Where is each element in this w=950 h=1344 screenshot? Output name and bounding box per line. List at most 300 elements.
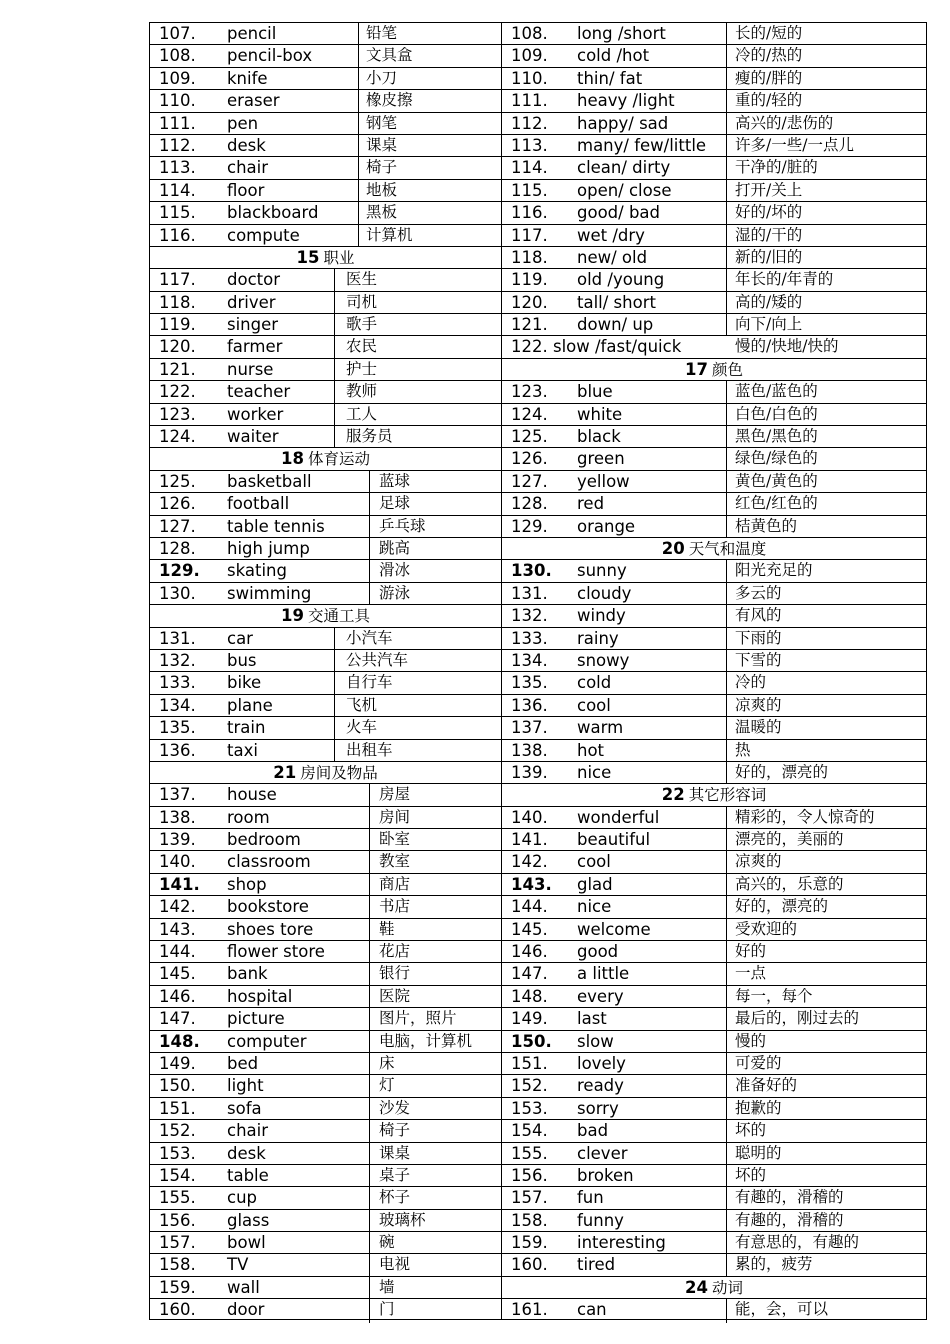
cell-border xyxy=(726,829,727,851)
section-header xyxy=(502,359,926,381)
chinese-meaning: 电视 xyxy=(379,1255,411,1274)
cell-border xyxy=(726,1143,727,1165)
section-number: 20 xyxy=(661,538,685,558)
chinese-meaning: 下雨的 xyxy=(735,628,782,647)
vocab-row xyxy=(150,1254,501,1276)
cell-border xyxy=(369,807,370,829)
chinese-meaning: 橡皮擦 xyxy=(366,91,413,110)
vocab-entry: 122. slow /fast/quick xyxy=(511,337,682,357)
entry-number: 134. xyxy=(511,650,548,670)
entry-number: 157. xyxy=(159,1233,196,1253)
cell-border xyxy=(726,448,727,470)
vocab-row xyxy=(502,1299,926,1321)
chinese-meaning: 年长的/年青的 xyxy=(735,270,834,289)
vocab-row xyxy=(150,560,501,582)
chinese-meaning: 最后的，刚过去的 xyxy=(735,1009,860,1028)
entry-number: 158. xyxy=(511,1210,548,1230)
chinese-meaning: 蓝色/蓝色的 xyxy=(735,382,818,401)
entry-number: 124. xyxy=(511,404,548,424)
entry-number: 151. xyxy=(511,1053,548,1073)
vocab-row xyxy=(150,919,501,941)
entry-number: 119. xyxy=(159,315,196,335)
vocab-row xyxy=(502,1232,926,1254)
vocab-row xyxy=(150,874,501,896)
entry-number: 132. xyxy=(511,606,548,626)
english-word: new/ old xyxy=(577,247,648,267)
chinese-meaning: 教室 xyxy=(379,852,411,871)
cell-border xyxy=(726,1187,727,1209)
english-word: waiter xyxy=(227,427,279,447)
entry-number: 136. xyxy=(511,695,548,715)
english-word: picture xyxy=(227,1009,285,1029)
cell-border xyxy=(334,336,335,358)
english-word: flower store xyxy=(227,942,325,962)
vocab-row xyxy=(150,202,501,224)
english-word: old /young xyxy=(577,270,665,290)
english-word: broken xyxy=(577,1165,634,1185)
english-word: wet /dry xyxy=(577,225,645,245)
cell-border xyxy=(334,650,335,672)
chinese-meaning: 鞋 xyxy=(379,919,395,938)
entry-number: 136. xyxy=(159,740,196,760)
english-word: cup xyxy=(227,1188,258,1208)
english-word: heavy /light xyxy=(577,91,675,111)
chinese-meaning: 出租车 xyxy=(346,740,393,759)
english-word: shoes tore xyxy=(227,919,314,939)
entry-number: 157. xyxy=(511,1188,548,1208)
english-word: bus xyxy=(227,650,257,670)
vocab-row xyxy=(502,23,926,45)
entry-number: 142. xyxy=(511,852,548,872)
english-word: swimming xyxy=(227,583,312,603)
entry-number: 148. xyxy=(159,1031,200,1051)
english-word: desk xyxy=(227,1143,266,1163)
cell-border xyxy=(726,135,727,157)
chinese-meaning: 好的/坏的 xyxy=(735,203,803,222)
chinese-meaning: 有意思的，有趣的 xyxy=(735,1233,860,1252)
vocab-row xyxy=(502,1210,926,1232)
cell-border xyxy=(369,963,370,985)
chinese-meaning: 房屋 xyxy=(379,785,411,804)
chinese-meaning: 重的/轻的 xyxy=(735,91,803,110)
vocab-row xyxy=(502,695,926,717)
section-header xyxy=(150,448,501,470)
chinese-meaning: 地板 xyxy=(366,180,398,199)
entry-number: 156. xyxy=(511,1165,548,1185)
entry-number: 156. xyxy=(159,1210,196,1230)
english-word: warm xyxy=(577,718,624,738)
english-word: thin/ fat xyxy=(577,68,643,88)
chinese-meaning: 银行 xyxy=(379,964,411,983)
section-header xyxy=(502,784,926,806)
entry-number: 132. xyxy=(159,650,196,670)
entry-number: 139. xyxy=(511,762,548,782)
english-word: basketball xyxy=(227,471,312,491)
entry-number: 123. xyxy=(511,382,548,402)
cell-border xyxy=(334,426,335,448)
cell-border xyxy=(369,1277,370,1299)
vocab-row xyxy=(502,1098,926,1120)
vocab-row xyxy=(150,986,501,1008)
vocab-row xyxy=(502,1254,926,1276)
vocab-row xyxy=(150,292,501,314)
entry-number: 140. xyxy=(511,807,548,827)
chinese-meaning: 火车 xyxy=(346,718,378,737)
section-title: 天气和温度 xyxy=(688,539,767,558)
english-word: glass xyxy=(227,1210,270,1230)
cell-border xyxy=(726,426,727,448)
entry-number: 116. xyxy=(159,225,196,245)
cell-border xyxy=(334,695,335,717)
entry-number: 130. xyxy=(511,561,552,581)
chinese-meaning: 漂亮的，美丽的 xyxy=(735,830,844,849)
english-word: light xyxy=(227,1076,264,1096)
entry-number: 109. xyxy=(511,46,548,66)
cell-border xyxy=(726,560,727,582)
english-word: bookstore xyxy=(227,897,309,917)
vocab-row xyxy=(502,560,926,582)
english-word: tall/ short xyxy=(577,292,656,312)
entry-number: 123. xyxy=(159,404,196,424)
cell-border xyxy=(334,404,335,426)
vocab-row xyxy=(150,650,501,672)
chinese-meaning: 电脑，计算机 xyxy=(379,1031,473,1050)
entry-number: 112. xyxy=(159,135,196,155)
english-word: farmer xyxy=(227,337,283,357)
vocab-row xyxy=(502,896,926,918)
cell-border xyxy=(358,225,359,247)
vocab-row xyxy=(502,1120,926,1142)
cell-border xyxy=(358,135,359,157)
section-title: 职业 xyxy=(323,248,355,267)
chinese-meaning: 农民 xyxy=(346,337,378,356)
cell-border xyxy=(726,314,727,336)
chinese-meaning: 文具盒 xyxy=(366,46,413,65)
cell-border xyxy=(726,1098,727,1120)
section-number: 18 xyxy=(281,449,304,469)
entry-number: 161. xyxy=(511,1300,548,1320)
section-number: 22 xyxy=(661,785,685,805)
chinese-meaning: 飞机 xyxy=(346,695,378,714)
vocab-row xyxy=(502,605,926,627)
chinese-meaning: 玻璃杯 xyxy=(379,1210,426,1229)
chinese-meaning: 冷的 xyxy=(735,673,767,692)
chinese-meaning: 花店 xyxy=(379,942,411,961)
english-word: windy xyxy=(577,606,626,626)
english-word: black xyxy=(577,427,621,447)
section-header xyxy=(502,1277,926,1299)
cell-border xyxy=(369,1053,370,1075)
vocab-row xyxy=(150,941,501,963)
vocab-row xyxy=(502,202,926,224)
section-title: 房间及物品 xyxy=(300,763,378,782)
vocab-row xyxy=(502,717,926,739)
cell-border xyxy=(358,113,359,135)
cell-border xyxy=(726,1165,727,1187)
vocab-row xyxy=(502,986,926,1008)
vocab-row xyxy=(150,516,501,538)
entry-number: 117. xyxy=(159,270,196,290)
entry-number: 118. xyxy=(159,292,196,312)
chinese-meaning: 白色/白色的 xyxy=(735,404,818,423)
english-word: table xyxy=(227,1165,269,1185)
section-header xyxy=(150,605,501,627)
cell-border xyxy=(726,807,727,829)
entry-number: 124. xyxy=(159,427,196,447)
english-word: compute xyxy=(227,225,300,245)
entry-number: 121. xyxy=(511,315,548,335)
cell-border xyxy=(726,381,727,403)
chinese-meaning: 累的，疲劳 xyxy=(735,1255,813,1274)
entry-number: 148. xyxy=(511,986,548,1006)
english-word: can xyxy=(577,1300,607,1320)
english-word: glad xyxy=(577,874,613,894)
cell-border xyxy=(726,1254,727,1276)
english-word: down/ up xyxy=(577,315,654,335)
vocab-row xyxy=(150,672,501,694)
chinese-meaning: 杯子 xyxy=(379,1188,411,1207)
entry-number: 112. xyxy=(511,113,548,133)
chinese-meaning: 湿的/干的 xyxy=(735,225,803,244)
entry-number: 135. xyxy=(511,673,548,693)
entry-number: 134. xyxy=(159,695,196,715)
cell-border xyxy=(358,202,359,224)
cell-border xyxy=(369,538,370,560)
vocab-row xyxy=(502,851,926,873)
english-word: cool xyxy=(577,852,611,872)
vocab-row xyxy=(502,1143,926,1165)
vocab-row xyxy=(150,426,501,448)
vocab-row xyxy=(150,851,501,873)
english-word: high jump xyxy=(227,538,310,558)
chinese-meaning: 碗 xyxy=(379,1233,395,1252)
chinese-meaning: 自行车 xyxy=(346,673,393,692)
section-title: 体育运动 xyxy=(307,450,370,469)
chinese-meaning: 图片，照片 xyxy=(379,1009,457,1028)
entry-number: 153. xyxy=(159,1143,196,1163)
vocab-row xyxy=(150,1299,501,1321)
chinese-meaning: 一点 xyxy=(735,964,767,983)
english-word: nurse xyxy=(227,359,274,379)
chinese-meaning: 游泳 xyxy=(379,583,411,602)
cell-border xyxy=(726,180,727,202)
english-word: clever xyxy=(577,1143,628,1163)
vocab-row xyxy=(150,1187,501,1209)
english-word: slow xyxy=(577,1031,614,1051)
cell-border xyxy=(726,583,727,605)
chinese-meaning: 每一，每个 xyxy=(735,986,813,1005)
english-word: bike xyxy=(227,673,262,693)
cell-border xyxy=(726,628,727,650)
entry-number: 115. xyxy=(511,180,548,200)
entry-number: 107. xyxy=(159,24,196,43)
english-word: pencil-box xyxy=(227,46,313,66)
entry-number: 147. xyxy=(511,964,548,984)
chinese-meaning: 慢的/快地/快的 xyxy=(735,337,839,356)
entry-number: 151. xyxy=(159,1098,196,1118)
cell-border xyxy=(369,583,370,605)
chinese-meaning: 司机 xyxy=(346,292,378,311)
entry-number: 121. xyxy=(159,359,196,379)
chinese-meaning: 卧室 xyxy=(379,830,411,849)
chinese-meaning: 长的/短的 xyxy=(735,24,803,42)
english-word: door xyxy=(227,1300,265,1320)
english-word: classroom xyxy=(227,852,311,872)
chinese-meaning: 椅子 xyxy=(366,158,398,177)
vocab-row xyxy=(150,538,501,560)
vocab-row xyxy=(150,1053,501,1075)
vocab-row xyxy=(150,829,501,851)
english-word: bowl xyxy=(227,1233,266,1253)
chinese-meaning: 服务员 xyxy=(346,427,393,446)
left-column xyxy=(150,23,501,1322)
cell-border xyxy=(726,1232,727,1254)
chinese-meaning: 多云的 xyxy=(735,583,782,602)
chinese-meaning: 课桌 xyxy=(366,135,398,154)
cell-border xyxy=(726,404,727,426)
cell-border xyxy=(369,986,370,1008)
entry-number: 150. xyxy=(159,1076,196,1096)
entry-number: 120. xyxy=(159,337,196,357)
chinese-meaning: 高兴的，乐意的 xyxy=(735,874,844,893)
cell-border xyxy=(726,493,727,515)
chinese-meaning: 高兴的/悲伤的 xyxy=(735,113,834,132)
english-word: nice xyxy=(577,762,612,782)
cell-border xyxy=(358,45,359,67)
vocab-row xyxy=(502,583,926,605)
vocab-row xyxy=(502,493,926,515)
chinese-meaning: 高的/矮的 xyxy=(735,292,803,311)
english-word: nice xyxy=(577,897,612,917)
cell-border xyxy=(334,381,335,403)
chinese-meaning: 精彩的，令人惊奇的 xyxy=(735,807,875,826)
vocab-row xyxy=(502,919,926,941)
entry-number: 135. xyxy=(159,718,196,738)
cell-border xyxy=(726,1210,727,1232)
chinese-meaning: 凉爽的 xyxy=(735,852,782,871)
entry-number: 144. xyxy=(511,897,548,917)
vocab-row xyxy=(502,247,926,269)
cell-border xyxy=(369,1143,370,1165)
vocab-row xyxy=(502,628,926,650)
chinese-meaning: 坏的 xyxy=(735,1121,767,1140)
entry-number: 125. xyxy=(159,471,196,491)
chinese-meaning: 聪明的 xyxy=(735,1143,782,1162)
section-number: 15 xyxy=(296,247,320,267)
english-word: red xyxy=(577,494,605,514)
cell-border xyxy=(369,516,370,538)
chinese-meaning: 有风的 xyxy=(735,606,782,625)
english-word: beautiful xyxy=(577,830,651,850)
cell-border xyxy=(369,471,370,493)
vocab-row xyxy=(502,471,926,493)
english-word: floor xyxy=(227,180,265,200)
entry-number: 155. xyxy=(511,1143,548,1163)
chinese-meaning: 黑板 xyxy=(366,203,398,222)
english-word: plane xyxy=(227,695,273,715)
english-word: tired xyxy=(577,1255,616,1275)
vocab-row xyxy=(502,1008,926,1030)
vocab-row xyxy=(150,1277,501,1299)
english-word: last xyxy=(577,1009,607,1029)
chinese-meaning: 公共汽车 xyxy=(346,650,409,669)
vocab-row xyxy=(502,1187,926,1209)
english-word: house xyxy=(227,785,277,805)
english-word: bank xyxy=(227,964,268,984)
english-word: welcome xyxy=(577,919,651,939)
entry-number: 160. xyxy=(159,1300,196,1320)
english-word: wall xyxy=(227,1277,260,1297)
entry-number: 114. xyxy=(511,158,548,178)
chinese-meaning: 小刀 xyxy=(366,68,398,87)
vocab-row xyxy=(502,762,926,784)
cell-border xyxy=(358,90,359,112)
vocab-row xyxy=(502,1053,926,1075)
cell-border xyxy=(334,717,335,739)
vocab-row xyxy=(502,963,926,985)
entry-number: 141. xyxy=(159,874,200,894)
english-word: desk xyxy=(227,135,266,155)
vocab-row xyxy=(502,516,926,538)
chinese-meaning: 桔黄色的 xyxy=(735,516,798,535)
chinese-meaning: 护士 xyxy=(346,359,378,378)
section-title: 其它形容词 xyxy=(688,786,767,805)
entry-number: 110. xyxy=(159,91,196,111)
chinese-meaning: 椅子 xyxy=(379,1121,411,1140)
chinese-meaning: 打开/关上 xyxy=(735,180,803,199)
vocab-row xyxy=(150,740,501,762)
entry-number: 142. xyxy=(159,897,196,917)
cell-border xyxy=(358,68,359,90)
english-word: snowy xyxy=(577,650,630,670)
english-word: bed xyxy=(227,1053,259,1073)
vocabulary-table xyxy=(149,22,927,1320)
cell-border xyxy=(334,628,335,650)
english-word: every xyxy=(577,986,624,1006)
english-word: bedroom xyxy=(227,830,301,850)
english-word: cold /hot xyxy=(577,46,650,66)
english-word: interesting xyxy=(577,1233,666,1253)
english-word: hospital xyxy=(227,986,293,1006)
english-word: fun xyxy=(577,1188,604,1208)
english-word: football xyxy=(227,494,290,514)
cell-border xyxy=(726,269,727,291)
english-word: chair xyxy=(227,158,269,178)
cell-border xyxy=(726,919,727,941)
cell-border xyxy=(358,23,359,45)
chinese-meaning: 床 xyxy=(379,1053,395,1072)
english-word: computer xyxy=(227,1031,307,1051)
cell-border xyxy=(726,113,727,135)
entry-number: 128. xyxy=(511,494,548,514)
english-word: ready xyxy=(577,1076,624,1096)
vocab-row xyxy=(150,695,501,717)
cell-border xyxy=(369,493,370,515)
chinese-meaning: 热 xyxy=(735,740,751,759)
vocab-row xyxy=(502,225,926,247)
english-word: pen xyxy=(227,113,259,133)
cell-border xyxy=(369,1210,370,1232)
entry-number: 114. xyxy=(159,180,196,200)
entry-number: 137. xyxy=(159,785,196,805)
vocab-row xyxy=(502,135,926,157)
english-word: singer xyxy=(227,315,279,335)
chinese-meaning: 黄色/黄色的 xyxy=(735,471,818,490)
cell-border xyxy=(369,851,370,873)
vocab-row xyxy=(150,471,501,493)
cell-border xyxy=(369,1254,370,1276)
english-word: driver xyxy=(227,292,276,312)
